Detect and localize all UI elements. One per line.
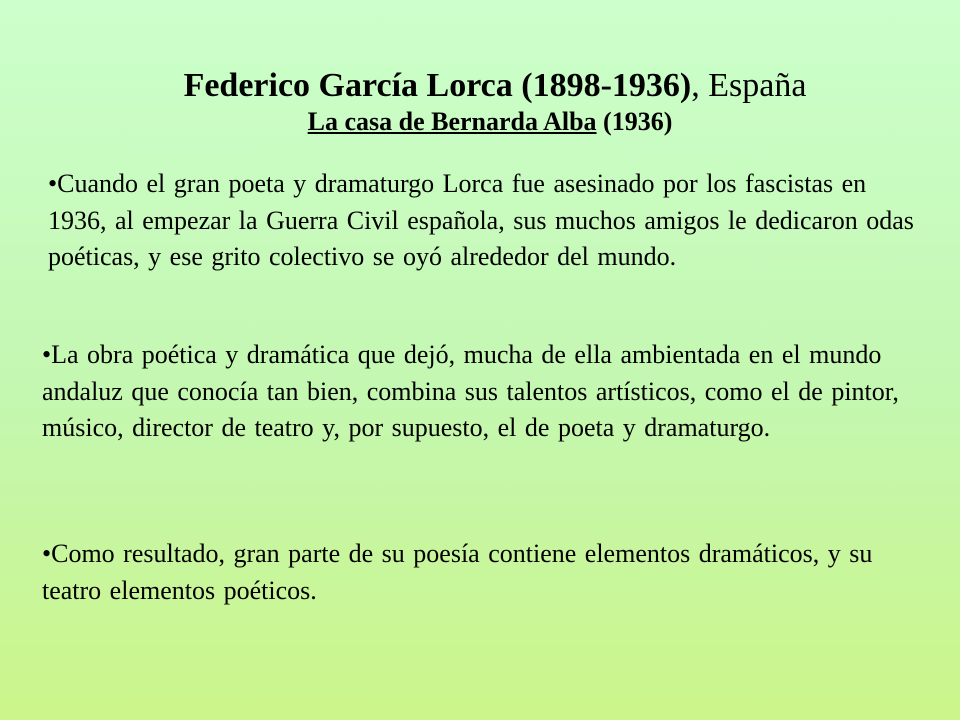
bullet-text: Como resultado, gran parte de su poesía contiene elementos dramáticos, y su teatro elementos poéticos. (42, 539, 873, 605)
slide-title (30, 66, 960, 106)
bullet-paragraph-1 (48, 166, 928, 276)
bullet-text: La obra poética y dramática que dejó, mucha de ella ambientada en el mundo andaluz que conocía tan bien, combina sus talentos artísticos, como el de pintor, músico, director de teatro y, por supuesto, el de poeta y dramaturgo. (42, 340, 899, 442)
title-country: , España (691, 67, 807, 104)
bullet-marker: • (42, 539, 52, 568)
bullet-text: Cuando el gran poeta y dramaturgo Lorca fue asesinado por los fascistas en 1936, al empezar la Guerra Civil española, sus muchos amigos le dedicaron odas poéticas, y ese grito colectivo se oyó alrededor del mundo. (48, 169, 914, 271)
bullet-marker: • (42, 340, 52, 369)
subtitle-year: (1936) (596, 107, 673, 136)
bullet-paragraph-3 (42, 536, 912, 609)
slide-subtitle (20, 106, 960, 138)
slide-header (0, 66, 960, 138)
subtitle-work: La casa de Bernarda Alba (307, 107, 597, 136)
bullet-paragraph-2 (42, 337, 912, 447)
bullet-marker: • (48, 169, 58, 198)
title-author: Federico García Lorca (1898-1936) (183, 67, 692, 104)
